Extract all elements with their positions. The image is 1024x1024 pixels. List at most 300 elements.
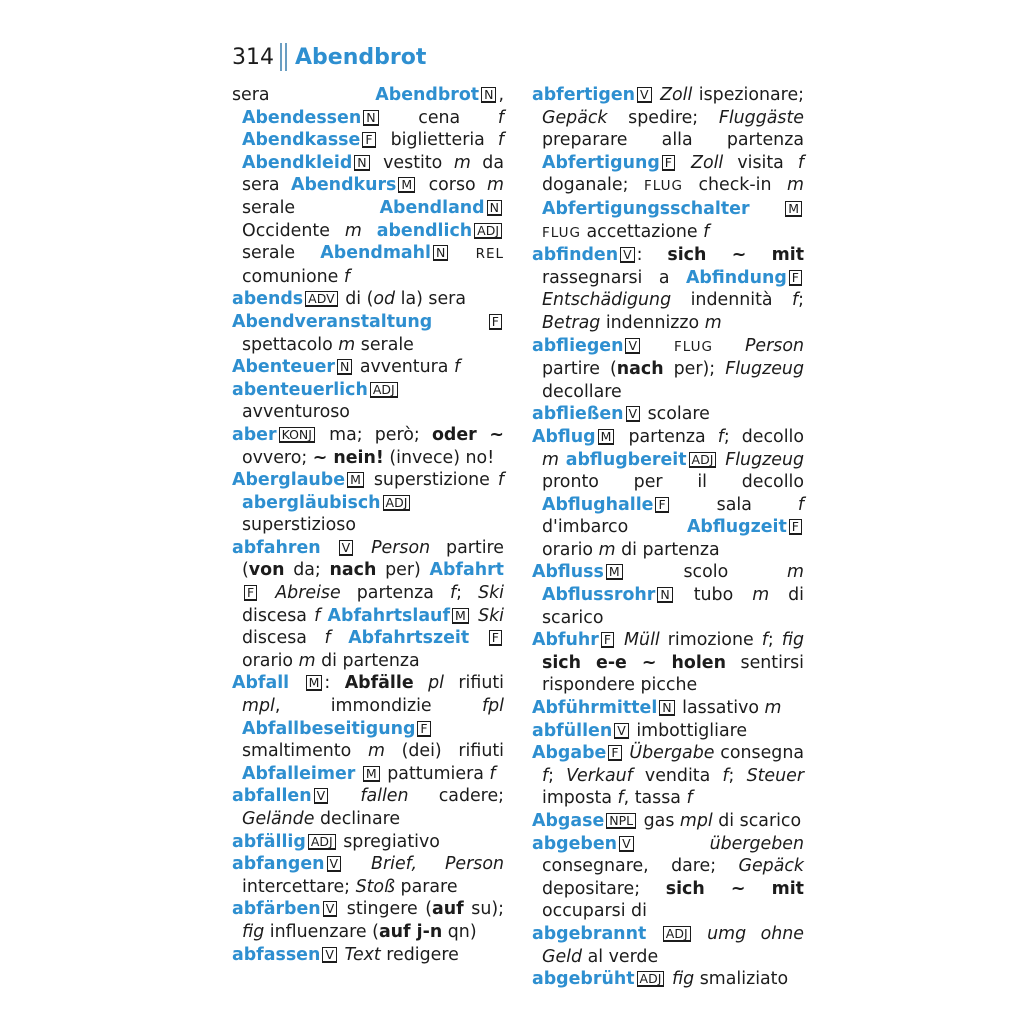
entry-text — [355, 538, 371, 558]
entry-text: avventura — [354, 357, 454, 378]
pos-label: M — [306, 675, 323, 691]
headword: abfangen — [232, 854, 325, 875]
dictionary-entry — [232, 424, 504, 469]
entry-text — [636, 834, 710, 854]
entry-text: discesa — [242, 628, 325, 649]
entry-text: imposta — [542, 788, 618, 809]
entry-text: stingere ( — [339, 899, 433, 920]
pos-label: V — [322, 947, 337, 963]
italic-text: f — [703, 221, 710, 242]
entry-text: spregiativo — [337, 831, 440, 852]
entry-text: (invece) no! — [383, 447, 495, 468]
page-header — [232, 40, 426, 74]
headword: Abfertigungsschalter — [542, 198, 750, 219]
entry-text: scolo — [624, 562, 788, 583]
italic-text: f — [497, 470, 504, 491]
entry-text: doganale; — [542, 175, 644, 196]
entry-text: rimozione — [659, 630, 762, 651]
bold-phrase: nach — [616, 359, 664, 380]
entry-text: lassativo — [676, 698, 765, 719]
italic-text: m — [487, 175, 504, 196]
pos-label: F — [417, 721, 430, 737]
italic-text: f — [797, 152, 804, 173]
entry-text — [616, 630, 624, 650]
pos-label: M — [785, 201, 802, 217]
entry-text: vestito — [371, 152, 454, 173]
entry-text — [343, 854, 371, 874]
entry-text — [450, 243, 475, 263]
pos-label: V — [339, 540, 354, 556]
italic-text: f — [722, 765, 729, 786]
italic-text: Zoll — [691, 152, 724, 173]
entry-text: depositare; — [542, 878, 666, 899]
pos-label: ADJ — [383, 495, 411, 511]
entry-text: orario — [542, 539, 599, 560]
italic-text: Ski — [478, 583, 505, 604]
pos-label: F — [244, 585, 257, 601]
entry-text: consegnare, dare; — [542, 856, 739, 877]
pos-label: ADJ — [370, 382, 398, 398]
entry-text: la) sera — [395, 289, 466, 310]
pos-label: F — [789, 519, 802, 535]
subject-label: FLUG — [674, 338, 713, 355]
italic-text: m — [367, 741, 385, 762]
dictionary-entry — [532, 561, 804, 629]
entry-text: di partenza — [615, 539, 720, 560]
headword: Abfalleimer — [242, 763, 356, 784]
entry-text — [289, 673, 303, 693]
dictionary-entry — [532, 810, 804, 833]
italic-text: m — [338, 334, 356, 355]
entry-text — [320, 606, 327, 626]
italic-text: m — [542, 449, 559, 470]
headword: abfinden — [532, 245, 619, 266]
entry-text — [432, 312, 487, 332]
pos-label: KONJ — [279, 427, 315, 443]
headword: abfallen — [232, 786, 312, 807]
entry-text — [646, 924, 661, 944]
italic-text: Person — [371, 537, 431, 558]
italic-text: Flugzeug — [725, 449, 805, 470]
headword: abgebrannt — [532, 923, 647, 944]
pos-label: N — [481, 87, 496, 103]
pos-label: M — [606, 564, 623, 580]
entry-text — [331, 628, 349, 648]
entry-text: : — [324, 673, 345, 694]
entry-text: occuparsi di — [542, 901, 647, 922]
subject-label: REL — [475, 246, 504, 263]
bold-phrase: sich ~ mit — [667, 245, 805, 266]
italic-text: f — [717, 426, 724, 447]
italic-text: Verkauf — [566, 765, 633, 786]
italic-text: m — [598, 539, 616, 560]
entry-text — [471, 606, 478, 626]
entry-text: superstizioso — [242, 515, 356, 536]
italic-text: m — [787, 562, 804, 583]
headword: Abfahrt — [429, 560, 504, 581]
dictionary-entry — [232, 785, 504, 830]
bold-phrase: von — [248, 560, 285, 581]
italic-text: fig — [671, 969, 695, 990]
entry-text: corso — [417, 175, 488, 196]
entry-text: , — [498, 85, 504, 105]
headword: Aberglaube — [232, 470, 346, 491]
italic-text: Flugzeug — [725, 359, 804, 380]
dictionary-entry — [232, 537, 504, 673]
italic-text: m — [704, 312, 722, 333]
entry-text: check-in — [682, 175, 788, 196]
dictionary-entry — [532, 403, 804, 426]
entry-text: cadere; — [408, 786, 505, 807]
italic-text: Brief, Person — [371, 854, 505, 875]
pos-label: ADJ — [308, 834, 336, 850]
pos-label: F — [362, 132, 375, 148]
entry-text: indennizzo — [600, 312, 705, 333]
entry-text: ; — [456, 583, 479, 604]
headword: Abendland — [379, 197, 485, 218]
entry-text — [750, 199, 784, 219]
entry-text: per) — [376, 560, 430, 581]
headword: Abfall — [232, 673, 290, 694]
italic-text: f — [497, 107, 504, 128]
entry-text: rassegnarsi a — [542, 267, 686, 288]
pos-label: V — [323, 901, 338, 917]
page-number: 314 — [232, 44, 274, 70]
bold-phrase: nach — [329, 560, 377, 581]
bold-phrase: sich ~ mit — [665, 878, 804, 899]
headword: abfällig — [232, 831, 306, 852]
headword: Abflughalle — [542, 494, 654, 515]
bold-phrase: oder ~ — [431, 424, 504, 445]
italic-text: f — [797, 494, 804, 515]
headword: Abgabe — [532, 743, 607, 764]
entry-text: sala — [670, 494, 798, 515]
pos-label: N — [487, 200, 502, 216]
italic-text: Gepäck — [738, 856, 804, 877]
dictionary-entry — [232, 831, 504, 854]
entry-text: superstizione — [365, 470, 498, 491]
entry-text: smaltimento — [242, 741, 368, 762]
pos-label: F — [662, 155, 675, 171]
pos-label: F — [789, 270, 802, 286]
entry-text: per); — [663, 359, 726, 380]
italic-text: Übergabe — [629, 743, 715, 764]
pos-label: N — [657, 587, 672, 603]
dictionary-entry — [532, 923, 804, 968]
entry-text: intercettare; — [242, 876, 356, 897]
entry-text: ovvero; — [242, 447, 313, 468]
pos-label: N — [659, 700, 674, 716]
entry-text: ; — [798, 290, 804, 311]
bold-phrase: sich e-e ~ holen — [542, 652, 726, 673]
entry-text: avventuroso — [242, 402, 350, 423]
dictionary-entry — [232, 379, 504, 424]
dictionary-entry — [232, 944, 504, 967]
entry-text — [693, 924, 708, 944]
entry-text — [713, 336, 745, 356]
headword: Abflussrohr — [542, 585, 656, 606]
entry-text: biglietteria — [377, 130, 498, 151]
entry-text: partire ( — [542, 359, 617, 380]
entry-text: discesa — [242, 605, 315, 626]
italic-text: m — [344, 220, 362, 241]
entry-text: Occidente — [242, 220, 345, 241]
italic-text: f — [686, 788, 693, 809]
bold-phrase: auf j-n — [378, 921, 443, 942]
headword: aber — [232, 424, 277, 445]
pos-label: V — [619, 836, 634, 852]
entry-text: ; — [548, 765, 567, 786]
headword: abgeben — [532, 833, 618, 854]
headword: abfüllen — [532, 720, 613, 741]
entry-text: partire ( — [242, 537, 505, 581]
entry-text: partenza — [616, 426, 718, 447]
entry-text: partenza — [340, 583, 450, 604]
italic-text: mpl — [679, 811, 713, 831]
entry-text: di scarico — [712, 811, 802, 831]
italic-text: Ski — [478, 605, 505, 626]
italic-text: Betrag — [542, 312, 601, 333]
headword: Abendessen — [242, 107, 362, 128]
italic-text: f — [324, 628, 331, 649]
pos-label: N — [433, 245, 448, 261]
pos-label: M — [398, 177, 415, 193]
headword: abergläubisch — [242, 492, 381, 513]
pos-label: F — [489, 314, 502, 330]
entry-text: parare — [395, 876, 458, 897]
entry-text — [559, 450, 566, 470]
pos-label: N — [363, 110, 378, 126]
pos-label: M — [598, 429, 615, 445]
entry-text: ; decollo — [723, 426, 804, 447]
entry-text: influenzare ( — [264, 921, 379, 942]
headword: Abflugzeit — [686, 517, 787, 538]
italic-text: Stoß — [355, 876, 396, 897]
entry-text: redigere — [380, 944, 459, 965]
bold-phrase: auf — [432, 899, 464, 920]
italic-text: f — [314, 605, 321, 626]
entry-text: comunione — [242, 266, 344, 287]
dictionary-entry — [232, 288, 504, 311]
entry-text: indennità — [671, 290, 793, 311]
headword: abfahren — [232, 537, 321, 558]
entry-text: pattumiera — [381, 763, 490, 784]
pos-label: V — [626, 406, 641, 422]
headword: Abflug — [532, 426, 596, 447]
pos-label: ADJ — [474, 223, 502, 239]
italic-text: m — [787, 175, 804, 196]
italic-text: f — [489, 763, 496, 784]
headword: abflugbereit — [565, 449, 687, 470]
bold-phrase: Abfälle — [344, 673, 414, 694]
pos-label: N — [337, 359, 352, 375]
subject-label: FLUG — [643, 178, 683, 195]
entry-text: cena — [380, 107, 498, 128]
entry-text: spettacolo — [242, 334, 339, 355]
headword: Abfahrtszeit — [348, 628, 470, 649]
headword: Abfluss — [532, 562, 604, 583]
headword: Abfallbeseitigung — [242, 718, 416, 739]
pos-label: ADJ — [689, 452, 717, 468]
headword: abgebrüht — [532, 969, 635, 990]
entry-text — [469, 628, 487, 648]
headword: Abendveranstaltung — [232, 311, 433, 332]
entry-text: accettazione — [580, 221, 704, 242]
dictionary-column-left — [232, 84, 504, 966]
headword: abends — [232, 289, 304, 310]
headword: abfließen — [532, 404, 624, 425]
entry-text: serale — [242, 243, 321, 264]
italic-text: m — [453, 152, 471, 173]
headword: Abenteuer — [232, 357, 335, 378]
entry-text: ma; però; — [316, 424, 432, 445]
pos-label: F — [655, 497, 668, 513]
pos-label: ADJ — [663, 926, 691, 942]
headword: abfliegen — [532, 335, 624, 356]
entry-text — [330, 786, 360, 806]
italic-text: Müll — [624, 630, 660, 651]
entry-text: : — [636, 245, 668, 266]
entry-text: declinare — [314, 809, 401, 829]
entry-text: , immondizie — [274, 696, 482, 717]
entry-text: ispezionare; — [692, 85, 805, 105]
dictionary-entry — [232, 672, 504, 785]
italic-text: Text — [344, 944, 381, 965]
italic-text: od — [373, 289, 396, 310]
dictionary-entry — [532, 244, 804, 334]
dictionary-entry — [532, 335, 804, 404]
headword: Abführmittel — [532, 698, 658, 719]
pos-label: V — [637, 87, 652, 103]
dictionary-entry — [532, 833, 804, 923]
dictionary-entry — [532, 742, 804, 810]
headword: Abfertigung — [542, 152, 660, 173]
entry-text: consegna — [714, 743, 804, 764]
entry-text: d'imbarco — [542, 517, 687, 538]
italic-text: f — [542, 765, 549, 786]
italic-text: pl — [428, 673, 444, 694]
entry-text: serale — [355, 334, 414, 355]
entry-text: imbottigliare — [630, 720, 748, 741]
headword: Abfindung — [685, 267, 787, 288]
dictionary-entry — [232, 898, 504, 943]
entry-text: smaliziato — [694, 969, 789, 990]
italic-text: f — [450, 583, 457, 604]
pos-label: F — [608, 745, 621, 761]
dictionary-entry — [232, 469, 504, 537]
italic-text: Zoll — [660, 85, 693, 105]
entry-text: di scarico — [542, 585, 804, 628]
running-headword: Abendbrot — [295, 44, 427, 70]
entry-text: di partenza — [315, 650, 420, 671]
dictionary-entry — [532, 697, 804, 720]
pos-label: V — [614, 723, 629, 739]
dictionary-entry — [532, 426, 804, 562]
headword: abenteuerlich — [232, 379, 368, 400]
entry-text — [677, 153, 691, 173]
dictionary-column-right — [532, 84, 804, 991]
entry-text: rifiuti — [443, 673, 505, 694]
entry-text — [414, 673, 428, 693]
pos-label: ADV — [305, 291, 338, 307]
headword: abfertigen — [532, 85, 636, 105]
headword: Abfuhr — [532, 630, 599, 651]
entry-text — [362, 221, 377, 241]
pos-label: M — [452, 608, 469, 624]
italic-text: m — [752, 585, 770, 606]
headword: Abendkurs — [290, 175, 397, 196]
pos-label: V — [620, 247, 635, 263]
italic-text: f — [497, 130, 504, 151]
headword: Abendbrot — [375, 85, 480, 105]
pos-label: M — [363, 766, 380, 782]
pos-label: NPL — [606, 813, 636, 829]
entry-text: pronto per il decollo — [542, 472, 804, 493]
italic-text: f — [617, 788, 624, 809]
italic-text: Fluggäste — [718, 107, 804, 128]
headword: Abendkasse — [242, 130, 361, 151]
entry-text — [321, 538, 337, 558]
entry-text: tubo — [674, 585, 753, 606]
entry-text: visita — [723, 152, 798, 173]
italic-text: f — [761, 630, 768, 651]
italic-text: mpl — [242, 696, 275, 717]
entry-text: sentirsi rispondere picche — [542, 652, 804, 696]
pos-label: M — [347, 472, 364, 488]
entry-text: orario — [242, 650, 299, 671]
headword: Abfahrtslauf — [327, 605, 451, 626]
headword: Abendmahl — [320, 243, 432, 264]
pos-label: N — [354, 155, 369, 171]
italic-text: Steuer — [746, 765, 804, 786]
entry-text: gas — [638, 811, 680, 831]
italic-text: fpl — [482, 696, 504, 717]
headword: abfärben — [232, 899, 321, 920]
dictionary-entry — [532, 968, 804, 991]
dictionary-entry — [232, 853, 504, 898]
italic-text: übergeben — [709, 833, 804, 854]
dictionary-entry — [232, 84, 504, 288]
headword: Abgase — [532, 811, 605, 831]
entry-text — [642, 336, 674, 356]
dictionary-entry — [532, 84, 804, 244]
entry-text: da sera — [242, 152, 504, 196]
entry-text: qn) — [442, 921, 477, 942]
subject-label: FLUG — [542, 224, 581, 241]
entry-text: decollare — [542, 381, 622, 402]
entry-text: preparare alla partenza — [542, 130, 804, 151]
italic-text: Gepäck — [542, 107, 608, 128]
headword: abfassen — [232, 944, 321, 965]
italic-text: f — [343, 266, 351, 287]
entry-text — [259, 583, 275, 603]
pos-label: V — [327, 856, 342, 872]
italic-text: Abreise — [275, 583, 341, 604]
dictionary-entry — [232, 311, 504, 356]
dictionary-entry — [532, 629, 804, 697]
entry-text: vendita — [632, 765, 723, 786]
italic-text: Entschädigung — [542, 290, 672, 311]
entry-text: da; — [284, 560, 330, 581]
pos-label: V — [625, 338, 640, 354]
entry-text: ; — [728, 765, 747, 786]
italic-text: fig — [781, 630, 804, 651]
entry-text: ; — [767, 630, 782, 651]
italic-text: m — [764, 698, 782, 719]
dictionary-entry — [232, 356, 504, 379]
italic-text: m — [298, 650, 316, 671]
entry-text: spedire; — [607, 107, 719, 128]
